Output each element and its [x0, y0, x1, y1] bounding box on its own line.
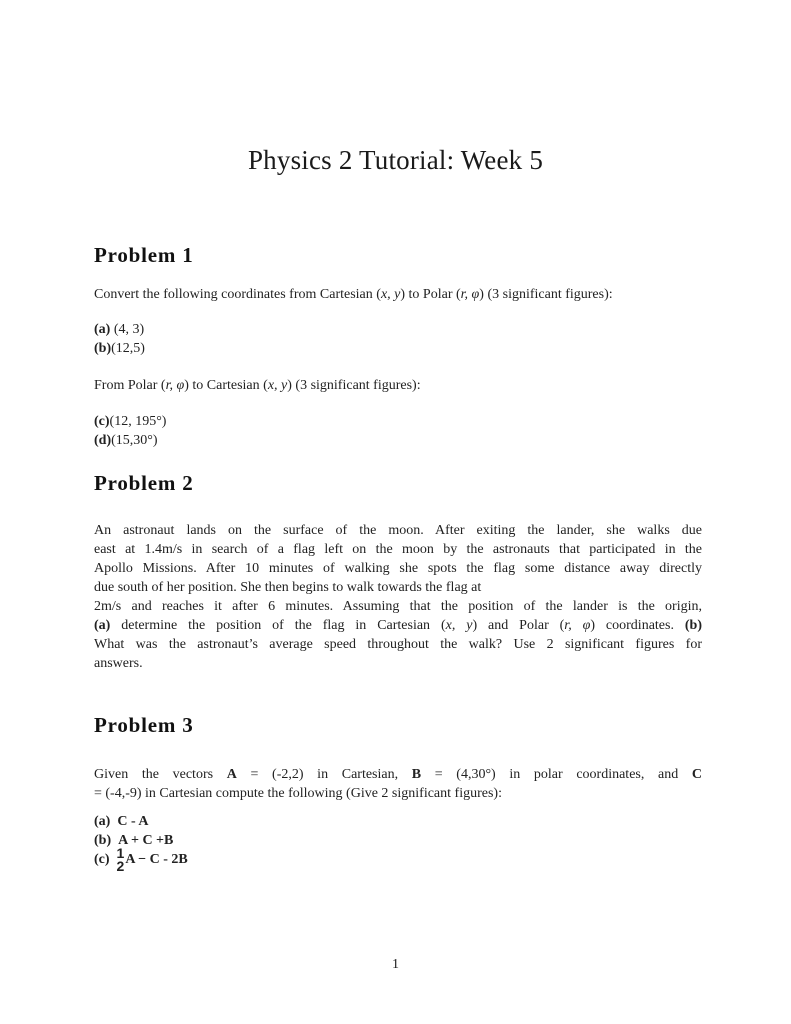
problem-1-intro-cartesian-to-polar: Convert the following coordinates from Cartesian (x, y) to Polar (r, φ) (3 significant figures): [94, 287, 613, 302]
problem-2-line: east at 1.4m/s in search of a flag left on the moon by the astronauts that participated in the [94, 542, 702, 557]
problem-2-line: answers. [94, 656, 143, 671]
problem-2-text [94, 521, 702, 673]
problem-3-line: Given the vectors A = (-2,2) in Cartesian, B = (4,30°) in polar coordinates, and C [94, 767, 703, 782]
problem-2-line: 2m/s and reaches it after 6 minutes. Assuming that the position of the lander is the origin, [94, 599, 702, 614]
problem-1-part-b: (b)(12,5) [94, 341, 145, 356]
page-title: Physics 2 Tutorial: Week 5 [247, 145, 544, 175]
problem-2-line: Apollo Missions. After 10 minutes of walking she spots the flag some distance away directly [94, 561, 702, 576]
problem-1-part-d: (d)(15,30°) [94, 433, 158, 448]
problem-3-line: = (-4,-9) in Cartesian compute the following (Give 2 significant figures): [94, 786, 502, 801]
problem-2-line: due south of her position. She then begins to walk towards the flag at [94, 580, 482, 595]
problem-2-heading: Problem 2 [94, 471, 194, 495]
problem-1-heading: Problem 1 [94, 243, 194, 267]
one-half-fraction: 1 2 [116, 844, 125, 874]
problem-3-part-c: (c) 1 2 A − C - 2B [94, 844, 188, 874]
problem-1-intro-polar-to-cartesian: From Polar (r, φ) to Cartesian (x, y) (3 significant figures): [94, 378, 421, 393]
problem-2-line: What was the astronaut’s average speed throughout the walk? Use 2 significant figures for [94, 637, 702, 652]
problem-1-part-c: (c)(12, 195°) [94, 414, 167, 429]
problem-2-line: (a) determine the position of the flag in Cartesian (x, y) and Polar (r, φ) coordinates. (b) [94, 618, 702, 633]
problem-3-text [94, 765, 702, 803]
page-number: 1 [392, 957, 399, 972]
problem-2-line: An astronaut lands on the surface of the moon. After exiting the lander, she walks due [94, 523, 702, 538]
problem-3-part-a: (a) C - A [94, 814, 149, 829]
problem-3-heading: Problem 3 [94, 713, 194, 737]
problem-3-part-b: (b) A + C +B [94, 833, 174, 848]
problem-1-part-a: (a) (4, 3) [94, 322, 145, 337]
